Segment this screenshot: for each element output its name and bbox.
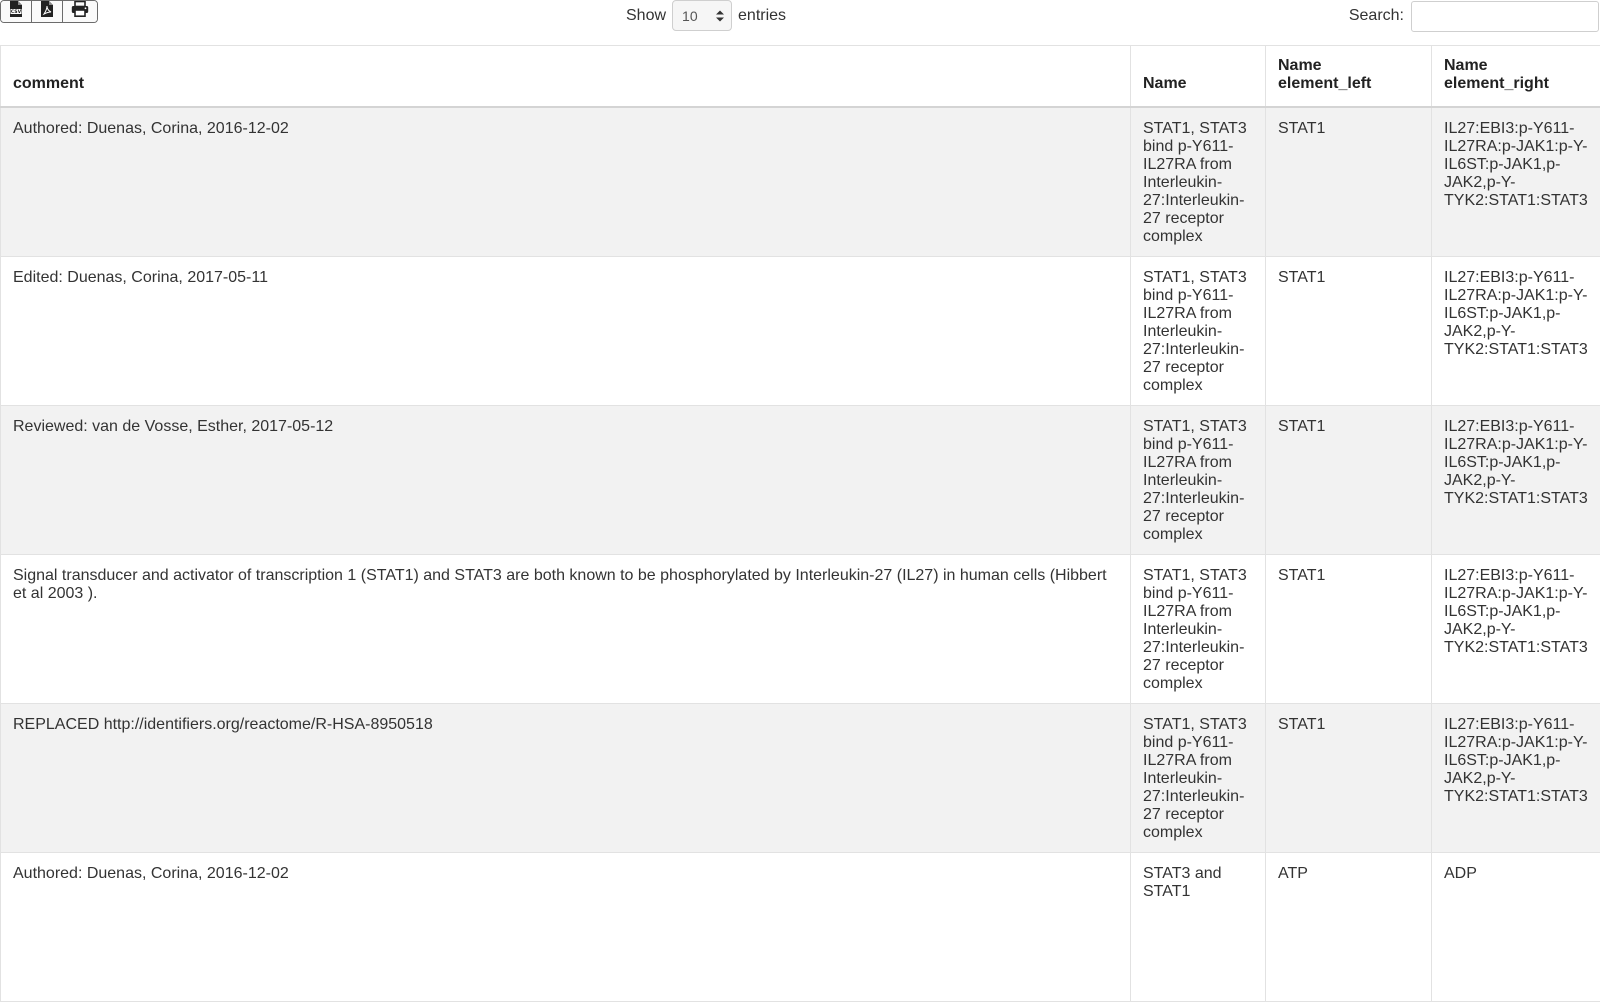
entries-per-page-select[interactable] — [672, 0, 732, 31]
pdf-file-icon — [40, 1, 54, 22]
comment-cell: Edited: Duenas, Corina, 2017-05-11 — [1, 257, 1131, 406]
comment-cell: Signal transducer and activator of transcription 1 (STAT1) and STAT3 are both known to be phosphorylated by Interleukin-27 (IL27) in human cells (Hibbert et al 2003 ). — [1, 555, 1131, 704]
element-left-cell: STAT1 — [1266, 704, 1432, 853]
print-button[interactable] — [63, 1, 97, 22]
column-header-name[interactable]: Name — [1131, 46, 1266, 108]
element-right-cell: IL27:EBI3:p-Y611-IL27RA:p-JAK1:p-Y-IL6ST:p-JAK1,p-JAK2,p-Y-TYK2:STAT1:STAT3 — [1432, 555, 1600, 704]
name-cell: STAT1, STAT3 bind p-Y611-IL27RA from Interleukin-27:Interleukin-27 receptor complex — [1131, 555, 1266, 704]
csv-file-icon — [9, 1, 23, 22]
entries-label: entries — [738, 7, 786, 25]
element-right-cell: IL27:EBI3:p-Y611-IL27RA:p-JAK1:p-Y-IL6ST:p-JAK1,p-JAK2,p-Y-TYK2:STAT1:STAT3 — [1432, 107, 1600, 257]
search-control — [1349, 0, 1600, 32]
element-right-cell: IL27:EBI3:p-Y611-IL27RA:p-JAK1:p-Y-IL6ST:p-JAK1,p-JAK2,p-Y-TYK2:STAT1:STAT3 — [1432, 406, 1600, 555]
element-left-cell: STAT1 — [1266, 406, 1432, 555]
table-row — [1, 853, 1600, 1002]
search-label: Search: — [1349, 7, 1404, 25]
svg-text:CSV: CSV — [11, 9, 22, 15]
column-header-comment[interactable]: comment — [1, 46, 1131, 108]
element-left-cell: STAT1 — [1266, 555, 1432, 704]
export-button-group — [0, 0, 98, 23]
table-row — [1, 704, 1600, 853]
element-right-cell: IL27:EBI3:p-Y611-IL27RA:p-JAK1:p-Y-IL6ST:p-JAK1,p-JAK2,p-Y-TYK2:STAT1:STAT3 — [1432, 704, 1600, 853]
comment-cell: REPLACED http://identifiers.org/reactome/R-HSA-8950518 — [1, 704, 1131, 853]
table-row — [1, 406, 1600, 555]
element-left-cell: ATP — [1266, 853, 1432, 1002]
show-label: Show — [626, 7, 666, 25]
page-length-control — [626, 0, 786, 31]
entries-per-page-value: 10 — [682, 8, 698, 24]
export-csv-button[interactable] — [1, 1, 32, 22]
table-row — [1, 257, 1600, 406]
table-row — [1, 555, 1600, 704]
column-header-name-element-right[interactable]: Name element_right — [1432, 46, 1600, 108]
comment-cell: Reviewed: van de Vosse, Esther, 2017-05-12 — [1, 406, 1131, 555]
export-pdf-button[interactable] — [32, 1, 63, 22]
element-right-cell: IL27:EBI3:p-Y611-IL27RA:p-JAK1:p-Y-IL6ST:p-JAK1,p-JAK2,p-Y-TYK2:STAT1:STAT3 — [1432, 257, 1600, 406]
data-table — [0, 45, 1600, 1002]
name-cell: STAT1, STAT3 bind p-Y611-IL27RA from Interleukin-27:Interleukin-27 receptor complex — [1131, 406, 1266, 555]
element-right-cell: ADP — [1432, 853, 1600, 1002]
table-toolbar — [0, 0, 1600, 44]
comment-cell: Authored: Duenas, Corina, 2016-12-02 — [1, 107, 1131, 257]
print-icon — [71, 1, 89, 22]
select-updown-icon — [716, 9, 724, 23]
table-header-row — [1, 46, 1600, 108]
name-cell: STAT1, STAT3 bind p-Y611-IL27RA from Interleukin-27:Interleukin-27 receptor complex — [1131, 107, 1266, 257]
element-left-cell: STAT1 — [1266, 257, 1432, 406]
search-input[interactable] — [1411, 1, 1599, 32]
element-left-cell: STAT1 — [1266, 107, 1432, 257]
name-cell: STAT1, STAT3 bind p-Y611-IL27RA from Interleukin-27:Interleukin-27 receptor complex — [1131, 704, 1266, 853]
name-cell: STAT3 and STAT1 — [1131, 853, 1266, 1002]
column-header-name-element-left[interactable]: Name element_left — [1266, 46, 1432, 108]
table-row — [1, 107, 1600, 257]
name-cell: STAT1, STAT3 bind p-Y611-IL27RA from Interleukin-27:Interleukin-27 receptor complex — [1131, 257, 1266, 406]
comment-cell: Authored: Duenas, Corina, 2016-12-02 — [1, 853, 1131, 1002]
